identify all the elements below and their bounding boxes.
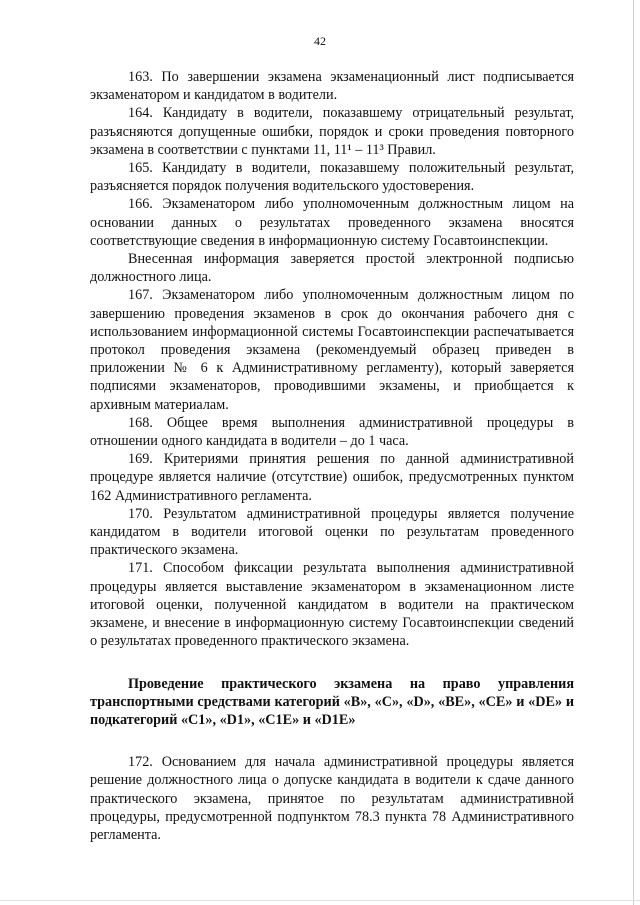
scan-bottom-line: [0, 900, 640, 901]
paragraph-168: 168. Общее время выполнения административной процедуры в отношении одного кандидата в водители – до 1 часа.: [90, 414, 574, 450]
scan-edge-line: [633, 0, 634, 905]
paragraph-165: 165. Кандидату в водители, показавшему положительный результат, разъясняется порядок получения водительского удостоверения.: [90, 160, 574, 195]
paragraph-167: 167. Экзаменатором либо уполномоченным должностным лицом по завершению проведения экзаменов в срок до окончания рабочего дня с использованием информационной системы Госавтоинспекции распечатывается протокол проведения экзамена (рекомендуемый образец приведен в приложении № 6 к Административному регламенту), который заверяется подписями экзаменаторов, проводившими экзамены, и приобщается к архивным материалам.: [90, 287, 574, 413]
paragraph-169: 169. Критериями принятия решения по данной административной процедуре является наличие (отсутствие) ошибок, предусмотренных пунктом 162 Административного регламента.: [90, 451, 574, 504]
paragraph-166-signature: Внесенная информация заверяется простой электронной подписью должностного лица.: [90, 251, 574, 286]
section-heading: Проведение практического экзамена на право управления транспортными средствами категорий «B», «C», «D», «BE», «CE» и «DE» и подкатегорий «C1», «D1», «C1E» и «D1E»: [90, 675, 574, 728]
paragraph-164: 164. Кандидату в водители, показавшему отрицательный результат, разъясняются допущенные ошибки, порядок и сроки проведения повторного экзамена в соответствии с пунктами 11, 11¹ – 11³ Правил.: [90, 105, 574, 158]
paragraph-166: 166. Экзаменатором либо уполномоченным должностным лицом на основании данных о результатах проведенного экзамена вносятся соответствующие сведения в информационную систему Госавтоинспекции.: [90, 196, 574, 249]
paragraph-170: 170. Результатом административной процедуры является получение кандидатом в водители итоговой оценки по результатам проведенного практического экзамена.: [90, 505, 574, 559]
paragraph-171: 171. Способом фиксации результата выполнения административной процедуры является выставление экзаменатором в экзаменационном листе итоговой оценки, полученной кандидатом в водители на практическом экзамене, и внесение в информационную систему Госавтоинспекции сведений о результатах проведенного практического экзамена.: [90, 560, 574, 650]
paragraph-172: 172. Основанием для начала административной процедуры является решение должностного лица о допуске кандидата в водители к сдаче данного практического экзамена, принятое по результатам административной процедуры, предусмотренной подпунктом 78.3 пункта 78 Административного регламента.: [90, 754, 574, 843]
paragraph-163: 163. По завершении экзамена экзаменационный лист подписывается экзаменатором и кандидатом в водители.: [90, 69, 574, 104]
document-body: [90, 68, 574, 844]
page-number: 42: [314, 34, 326, 48]
